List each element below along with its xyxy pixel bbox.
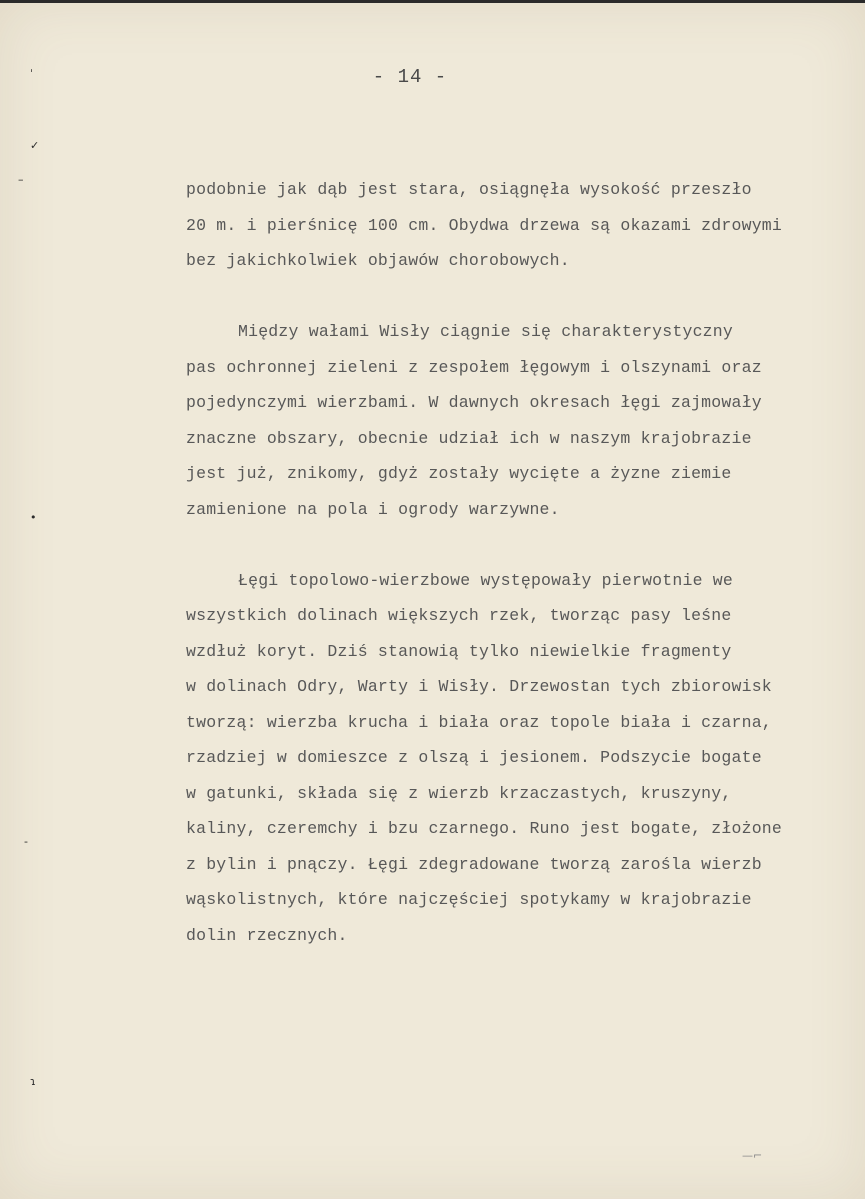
body-text: [186, 172, 836, 953]
text-line: rzadziej w domieszce z olszą i jesionem. Podszycie bogate: [186, 748, 762, 767]
text-line: Łęgi topolowo-wierzbowe występowały pierwotnie we: [238, 570, 733, 590]
text-line: w dolinach Odry, Warty i Wisły. Drzewostan tych zbiorowisk: [186, 677, 772, 696]
paragraph-1: [186, 172, 836, 279]
text-line: pas ochronnej zieleni z zespołem łęgowym i olszynami oraz: [186, 357, 762, 377]
margin-mark: –: [18, 173, 24, 186]
paragraph-2: [186, 314, 836, 527]
text-line: jest już, znikomy, gdyż zostały wycięte a żyzne ziemie: [186, 464, 732, 483]
text-line: pojedynczymi wierzbami. W dawnych okresach łęgi zajmowały: [186, 393, 762, 412]
text-line: wzdłuż koryt. Dziś stanowią tylko niewielkie fragmenty: [186, 641, 732, 661]
page-number: - 14 -: [372, 66, 448, 88]
text-line: znaczne obszary, obecnie udział ich w naszym krajobrazie: [186, 428, 752, 448]
margin-mark: ɿ: [30, 1075, 36, 1088]
margin-mark: •: [30, 511, 37, 524]
text-line: z bylin i pnączy. Łęgi zdegradowane tworzą zarośla wierzb: [186, 854, 762, 874]
text-line: 20 m. i pierśnicę 100 cm. Obydwa drzewa są okazami zdrowymi: [186, 215, 782, 235]
paragraph-3: [186, 563, 836, 954]
text-line: w gatunki, składa się z wierzb krzaczastych, kruszyny,: [186, 783, 732, 803]
text-line: dolin rzecznych.: [186, 925, 348, 945]
margin-mark: -: [24, 835, 28, 848]
text-line: bez jakichkolwiek objawów chorobowych.: [186, 251, 570, 270]
text-line: kaliny, czeremchy i bzu czarnego. Runo jest bogate, złożone: [186, 819, 782, 838]
margin-mark: ˈ: [30, 67, 34, 80]
margin-mark: —⌐: [742, 1149, 763, 1162]
text-line: wszystkich dolinach większych rzek, tworząc pasy leśne: [186, 606, 732, 625]
text-line: wąskolistnych, które najczęściej spotykamy w krajobrazie: [186, 890, 752, 909]
text-line: Między wałami Wisły ciągnie się charakterystyczny: [238, 322, 733, 341]
text-line: tworzą: wierzba krucha i biała oraz topole biała i czarna,: [186, 712, 772, 732]
text-line: zamienione na pola i ogrody warzywne.: [186, 499, 560, 519]
margin-mark: ✓: [30, 139, 40, 152]
text-line: podobnie jak dąb jest stara, osiągnęła wysokość przeszło: [186, 180, 752, 199]
